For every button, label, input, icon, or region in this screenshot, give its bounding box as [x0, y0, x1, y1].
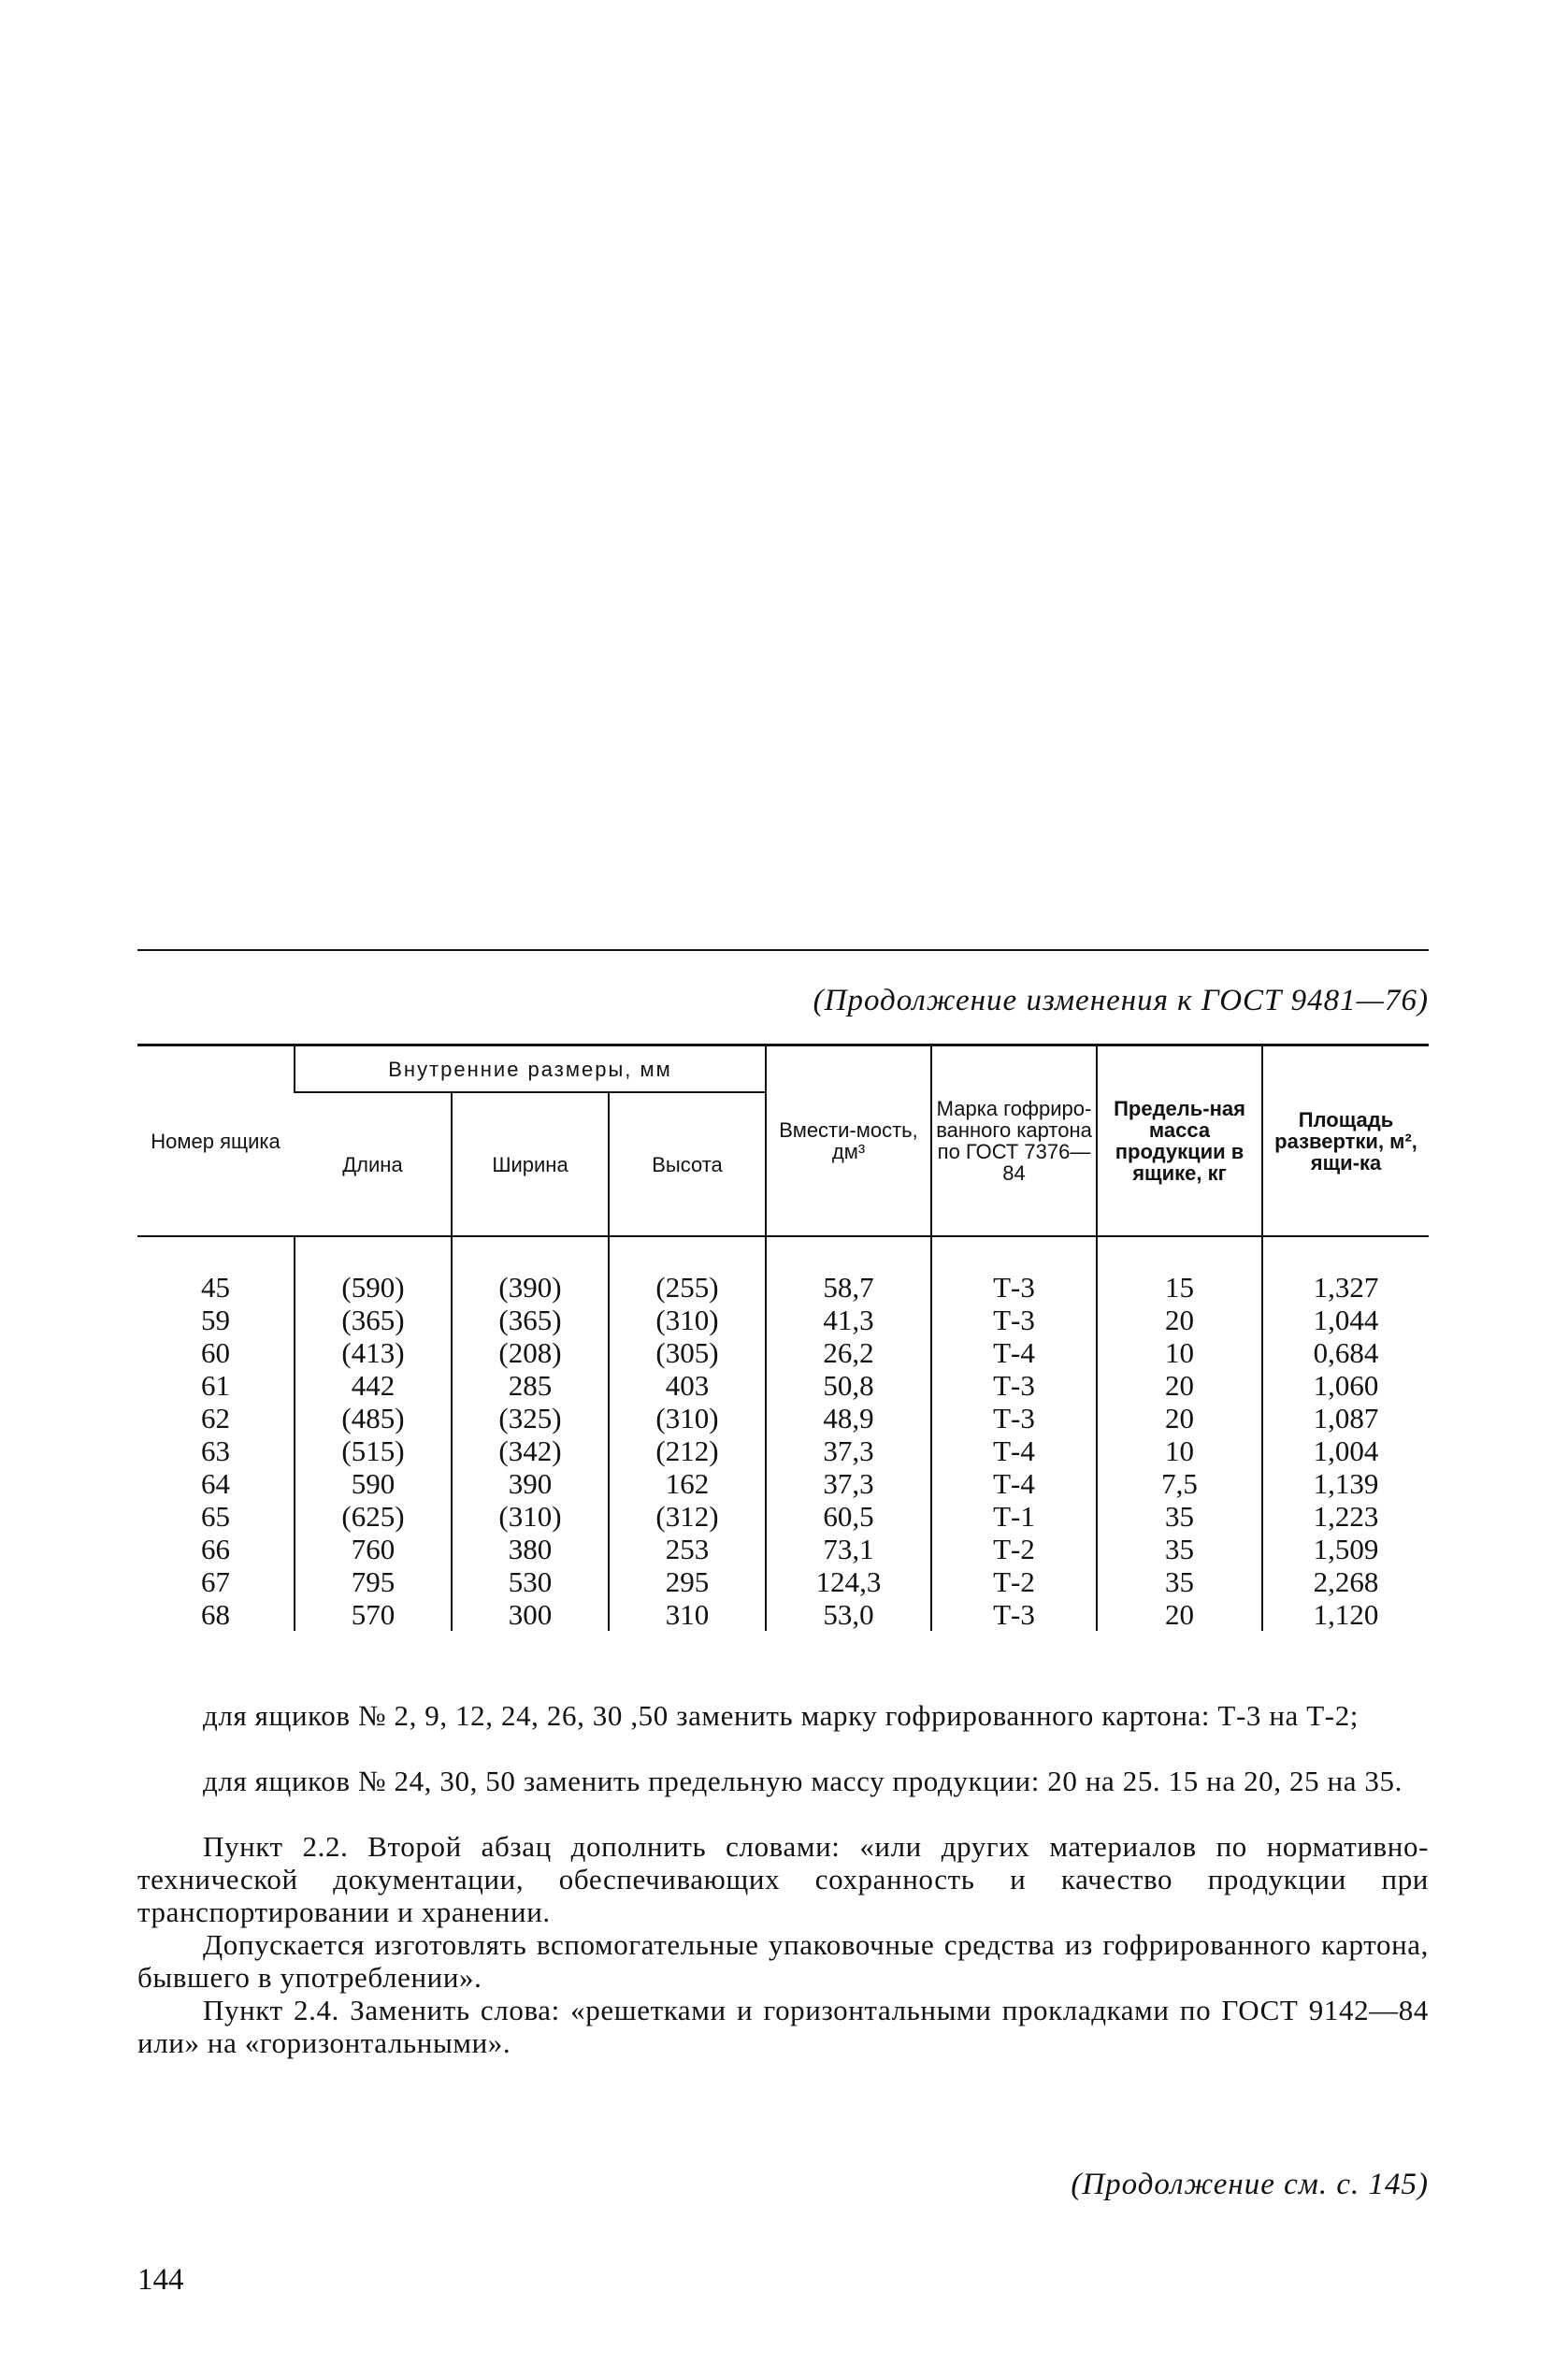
cell-capacity: 50,8: [766, 1369, 931, 1402]
table-row: [137, 1304, 1429, 1336]
header-box-number: Номер ящика: [151, 1129, 281, 1153]
paragraph-clause-2-2-text: Пункт 2.2. Второй абзац дополнить словами: «или других материалов по нормативно-технической документации, обеспечивающих сохранность и качество продукции при транспортировании и хранении.: [137, 1830, 1429, 1928]
cell-length: 760: [295, 1533, 452, 1565]
cell-width: (342): [452, 1434, 609, 1467]
cell-capacity: 26,2: [766, 1336, 931, 1369]
cell-height: 310: [609, 1598, 766, 1631]
cell-capacity: 124,3: [766, 1565, 931, 1598]
cell-height: 295: [609, 1565, 766, 1598]
cell-max-mass: 20: [1097, 1369, 1262, 1402]
cell-grade: Т-4: [931, 1434, 1097, 1467]
paragraph-auxiliary-means-text: Допускается изготовлять вспомогательные упаковочные средства из гофрированного картона, бывшего в употреблении».: [137, 1928, 1429, 1994]
cell-length: (413): [295, 1336, 452, 1369]
cell-capacity: 58,7: [766, 1237, 931, 1304]
top-divider: [137, 949, 1429, 951]
header-length: Длина: [342, 1152, 403, 1176]
cell-max-mass: 35: [1097, 1565, 1262, 1598]
cell-height: 162: [609, 1467, 766, 1500]
cell-capacity: 48,9: [766, 1402, 931, 1434]
cell-area: 1,004: [1262, 1434, 1429, 1467]
page-number: 144: [137, 2263, 184, 2297]
table-row: [137, 1500, 1429, 1533]
cell-length: (625): [295, 1500, 452, 1533]
header-width: Ширина: [452, 1092, 609, 1235]
cell-grade: Т-4: [931, 1467, 1097, 1500]
cell-area: 1,060: [1262, 1369, 1429, 1402]
cell-grade: Т-3: [931, 1304, 1097, 1336]
cell-width: (310): [452, 1500, 609, 1533]
header-capacity: Вмести-мость, дм³: [766, 1046, 931, 1235]
cell-box-number: 45: [201, 1271, 230, 1304]
cell-grade: Т-3: [931, 1369, 1097, 1402]
cell-area: 1,044: [1262, 1304, 1429, 1336]
cell-box-number: 65: [201, 1500, 230, 1533]
paragraph-mass-change: [137, 1765, 1429, 1797]
cell-area: 1,223: [1262, 1500, 1429, 1533]
cell-width: 530: [452, 1565, 609, 1598]
continuation-heading: (Продолжение изменения к ГОСТ 9481—76): [813, 984, 1429, 1017]
cell-width: 300: [452, 1598, 609, 1631]
cell-max-mass: 20: [1097, 1598, 1262, 1631]
table-row: [137, 1336, 1429, 1369]
box-dimensions-table: [137, 1044, 1429, 1631]
cell-grade: Т-2: [931, 1533, 1097, 1565]
cell-height: (310): [609, 1304, 766, 1336]
cell-box-number: 59: [201, 1304, 230, 1336]
cell-width: (208): [452, 1336, 609, 1369]
cell-max-mass: 10: [1097, 1336, 1262, 1369]
cell-box-number: 66: [201, 1533, 230, 1565]
cell-length: (365): [295, 1304, 452, 1336]
table-row: [137, 1369, 1429, 1402]
cell-width: (365): [452, 1304, 609, 1336]
cell-box-number: 68: [201, 1598, 230, 1631]
cell-capacity: 60,5: [766, 1500, 931, 1533]
paragraph-mass-change-text: для ящиков № 24, 30, 50 заменить предельную массу продукции: 20 на 25. 15 на 20, 25 на 35.: [203, 1765, 1403, 1797]
cell-width: 285: [452, 1369, 609, 1402]
cell-height: (305): [609, 1336, 766, 1369]
table-row: [137, 1237, 1429, 1304]
cell-max-mass: 35: [1097, 1533, 1262, 1565]
paragraph-grade-change-text: для ящиков № 2, 9, 12, 24, 26, 30 ,50 заменить марку гофрированного картона: Т-3 на Т-2;: [203, 1699, 1359, 1732]
cell-grade: Т-3: [931, 1402, 1097, 1434]
cell-box-number: 62: [201, 1402, 230, 1434]
table-grid: [137, 1046, 1429, 1235]
cell-width: (390): [452, 1237, 609, 1304]
cell-height: (255): [609, 1237, 766, 1304]
cell-height: (310): [609, 1402, 766, 1434]
cell-grade: Т-2: [931, 1565, 1097, 1598]
cell-length: (590): [295, 1237, 452, 1304]
cell-height: 403: [609, 1369, 766, 1402]
cell-height: (212): [609, 1434, 766, 1467]
continuation-footer: (Продолжение см. с. 145): [1071, 2168, 1429, 2201]
table-body: [137, 1237, 1429, 1631]
cell-area: 1,120: [1262, 1598, 1429, 1631]
cell-width: 390: [452, 1467, 609, 1500]
cell-area: 1,139: [1262, 1467, 1429, 1500]
table-row: [137, 1402, 1429, 1434]
cell-grade: Т-3: [931, 1237, 1097, 1304]
cell-area: 1,087: [1262, 1402, 1429, 1434]
cell-grade: Т-3: [931, 1598, 1097, 1631]
cell-length: 570: [295, 1598, 452, 1631]
header-blank-area: Площадь развертки, м², ящи-ка: [1262, 1046, 1429, 1235]
cell-length: 590: [295, 1467, 452, 1500]
cell-capacity: 37,3: [766, 1467, 931, 1500]
table-row: [137, 1467, 1429, 1500]
cell-height: (312): [609, 1500, 766, 1533]
paragraph-auxiliary-means: [137, 1928, 1429, 1994]
cell-capacity: 37,3: [766, 1434, 931, 1467]
header-height: Высота: [609, 1092, 766, 1235]
paragraph-clause-2-2: [137, 1830, 1429, 1928]
paragraph-grade-change: [137, 1699, 1429, 1732]
cell-grade: Т-1: [931, 1500, 1097, 1533]
table-row: [137, 1565, 1429, 1598]
cell-length: 442: [295, 1369, 452, 1402]
table-row: [137, 1533, 1429, 1565]
header-cardboard-grade: Марка гофриро-ванного картона по ГОСТ 7376—84: [931, 1046, 1097, 1235]
cell-width: (325): [452, 1402, 609, 1434]
table-row: [137, 1434, 1429, 1467]
header-max-mass: Предель-ная масса продукции в ящике, кг: [1097, 1046, 1262, 1235]
paragraph-clause-2-4-text: Пункт 2.4. Заменить слова: «решетками и горизонтальными прокладками по ГОСТ 9142—84 или» на «горизонтальными».: [137, 1994, 1429, 2059]
cell-area: 1,327: [1262, 1237, 1429, 1304]
cell-length: 795: [295, 1565, 452, 1598]
cell-box-number: 61: [201, 1369, 230, 1402]
cell-max-mass: 15: [1097, 1237, 1262, 1304]
cell-height: 253: [609, 1533, 766, 1565]
cell-max-mass: 10: [1097, 1434, 1262, 1467]
cell-max-mass: 20: [1097, 1402, 1262, 1434]
cell-width: 380: [452, 1533, 609, 1565]
cell-box-number: 63: [201, 1434, 230, 1467]
cell-area: 2,268: [1262, 1565, 1429, 1598]
cell-box-number: 67: [201, 1565, 230, 1598]
cell-max-mass: 35: [1097, 1500, 1262, 1533]
cell-length: (485): [295, 1402, 452, 1434]
cell-grade: Т-4: [931, 1336, 1097, 1369]
cell-box-number: 60: [201, 1336, 230, 1369]
cell-max-mass: 20: [1097, 1304, 1262, 1336]
paragraph-clause-2-4: [137, 1994, 1429, 2059]
cell-capacity: 73,1: [766, 1533, 931, 1565]
table-row: [137, 1598, 1429, 1631]
cell-area: 1,509: [1262, 1533, 1429, 1565]
cell-capacity: 53,0: [766, 1598, 931, 1631]
cell-capacity: 41,3: [766, 1304, 931, 1336]
cell-max-mass: 7,5: [1097, 1467, 1262, 1500]
cell-area: 0,684: [1262, 1336, 1429, 1369]
cell-length: (515): [295, 1434, 452, 1467]
header-inner-dimensions: Внутренние размеры, мм: [295, 1046, 766, 1092]
cell-box-number: 64: [201, 1467, 230, 1500]
